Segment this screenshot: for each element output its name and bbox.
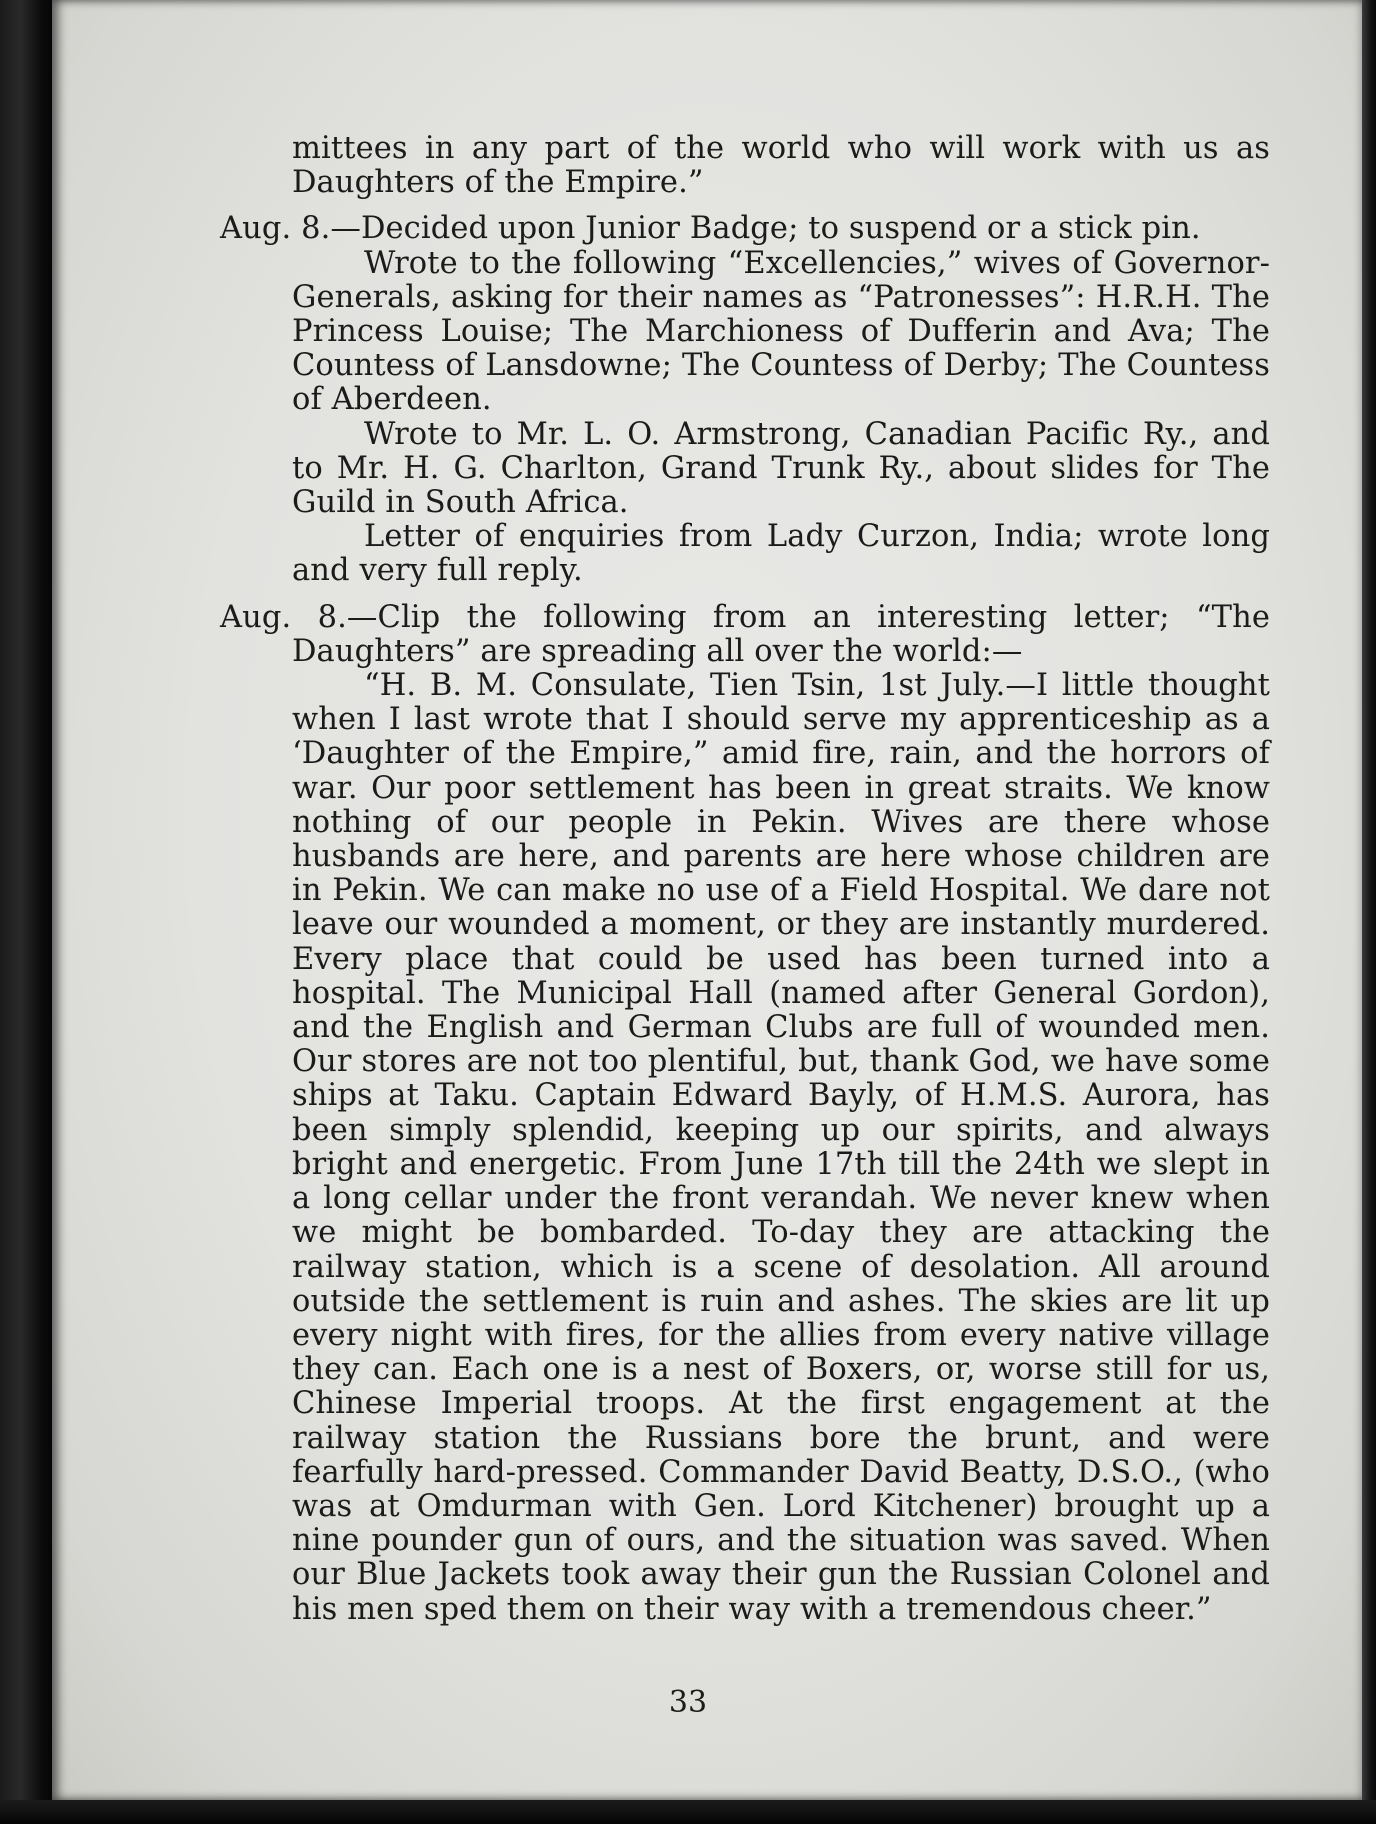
paragraph-consulate-letter: “H. B. M. Consulate, Tien Tsin, 1st July.—I little thought when I last wrote that I should serve my apprenticeship as a ‘Daughter of the Empire,” amid fire, rain, and the horrors of war. Our poor settlement has been in great straits. We know nothing of our people in Pekin. Wives are there whose husbands are here, and parents are here whose children are in Pekin. We can make no use of a Field Hospital. We dare not leave our wounded a moment, or they are instantly murdered. Every place that could be used has been turned into a hospital. The Municipal Hall (named after General Gordon), and the English and German Clubs are full of wounded men. Our stores are not too plentiful, but, thank God, we have some ships at Taku. Captain Edward Bayly, of H.M.S. Aurora, has been simply splendid, keeping up our spirits, and always bright and energetic. From June 17th till the 24th we slept in a long cellar under the front verandah. We never knew when we might be bombarded. To-day they are attacking the railway station, which is a scene of desolation. All around outside the settlement is ruin and ashes. The skies are lit up every night with fires, for the allies from every native village they can. Each one is a nest of Boxers, or, worse still for us, Chinese Imperial troops. At the first engagement at the railway station the Russians bore the brunt, and were fearfully hard-pressed. Commander David Beatty, D.S.O., (who was at Omdurman with Gen. Lord Kitchener) brought up a nine pounder gun of ours, and the situation was saved. When our Blue Jackets took away their gun the Russian Colonel and his men sped them on their way with a tremendous cheer.” [292,668,1270,1627]
body-text [220,132,1270,1627]
continuation-paragraph: mittees in any part of the world who will work with us as Daughters of the Empire.” [292,131,1270,201]
paragraph-lady-curzon: Letter of enquiries from Lady Curzon, India; wrote long and very full reply. [292,519,1270,589]
page-number: 33 [668,1685,708,1720]
diary-entry-aug8-badge: Aug. 8.—Decided upon Junior Badge; to suspend or a stick pin. [220,211,1201,247]
paragraph-slides: Wrote to Mr. L. O. Armstrong, Canadian Pacific Ry., and to Mr. H. G. Charlton, Grand Trunk Ry., about slides for The Guild in South Africa. [292,416,1270,521]
right-binding-shadow [1362,0,1376,1824]
diary-entry-aug8-clip: Aug. 8.—Clip the following from an interesting letter; “The Daughters” are spreading all over the world:— [220,599,1270,669]
paragraph-patronesses: Wrote to the following “Excellencies,” wives of Governor-Generals, asking for their names as “Patronesses”: H.R.H. The Princess Louise; The Marchioness of Dufferin and Ava; The Countess of Lansdowne; The Countess of Derby; The Countess of Aberdeen. [292,245,1270,418]
bottom-edge-shadow [0,1800,1376,1824]
left-binding-shadow [0,0,52,1824]
